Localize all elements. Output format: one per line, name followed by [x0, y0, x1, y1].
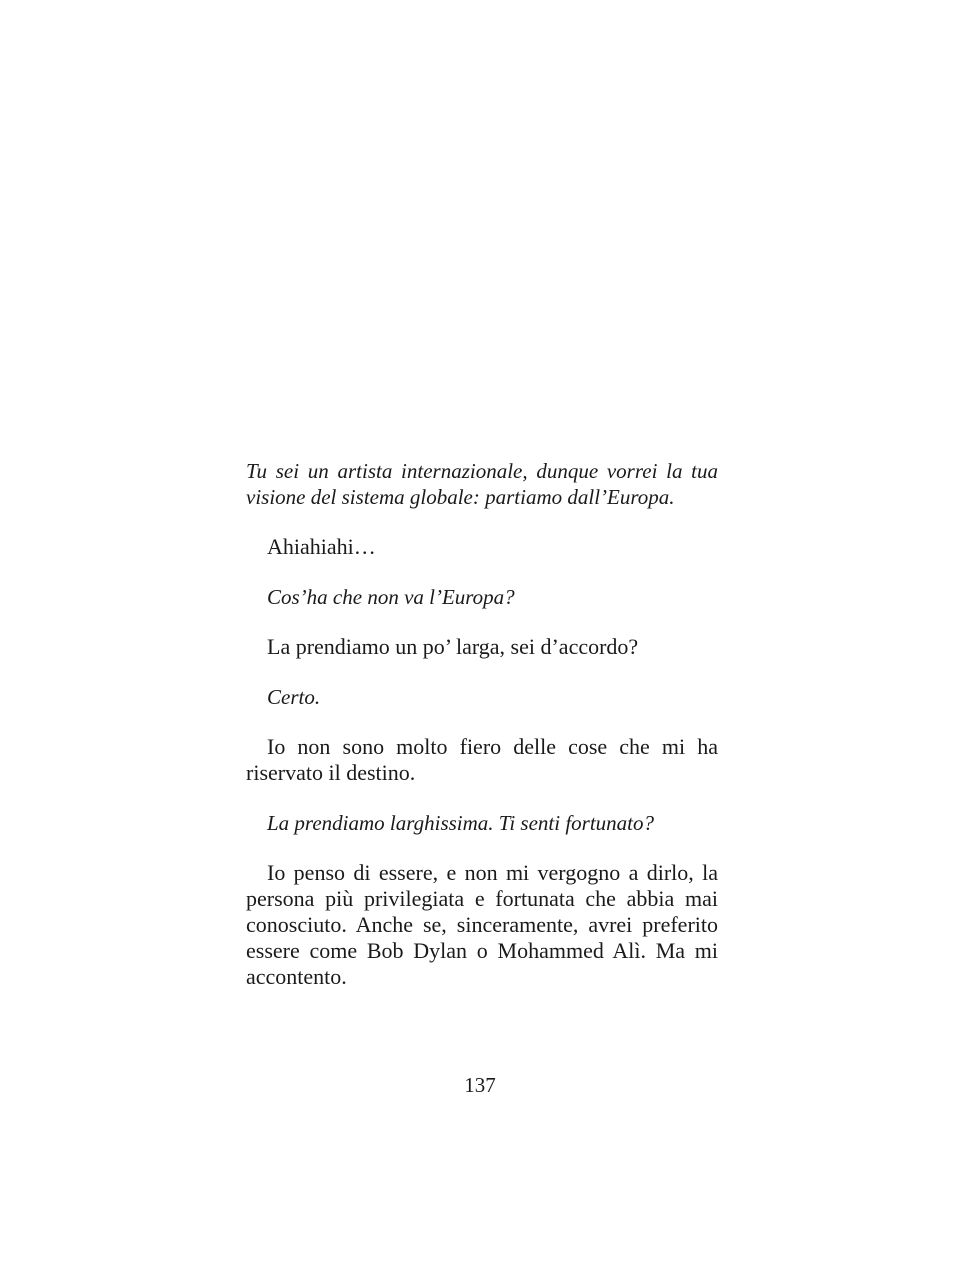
answer-paragraph: Io non sono molto fiero delle cose che mi ha riservato il destino.: [246, 734, 718, 785]
question-paragraph: Tu sei un artista internazionale, dunque vorrei la tua visione del sistema globale: partiamo dall’Europa.: [246, 459, 718, 509]
answer-paragraph: Ahiahiahi…: [267, 534, 376, 559]
answer-paragraph: La prendiamo un po’ larga, sei d’accordo?: [267, 634, 639, 659]
question-paragraph: La prendiamo larghissima. Ti senti fortunato?: [267, 811, 654, 835]
interview-text: [246, 458, 718, 990]
question-paragraph: Certo.: [267, 685, 321, 709]
answer-paragraph: Io penso di essere, e non mi vergogno a dirlo, la persona più privilegiata e fortunata che abbia mai conosciuto. Anche se, sinceramente, avrei preferito essere come Bob Dylan o Mohammed Alì. Ma mi accontento.: [246, 860, 718, 989]
page-number: 137: [464, 1073, 496, 1097]
question-paragraph: Cos’ha che non va l’Europa?: [267, 585, 515, 609]
